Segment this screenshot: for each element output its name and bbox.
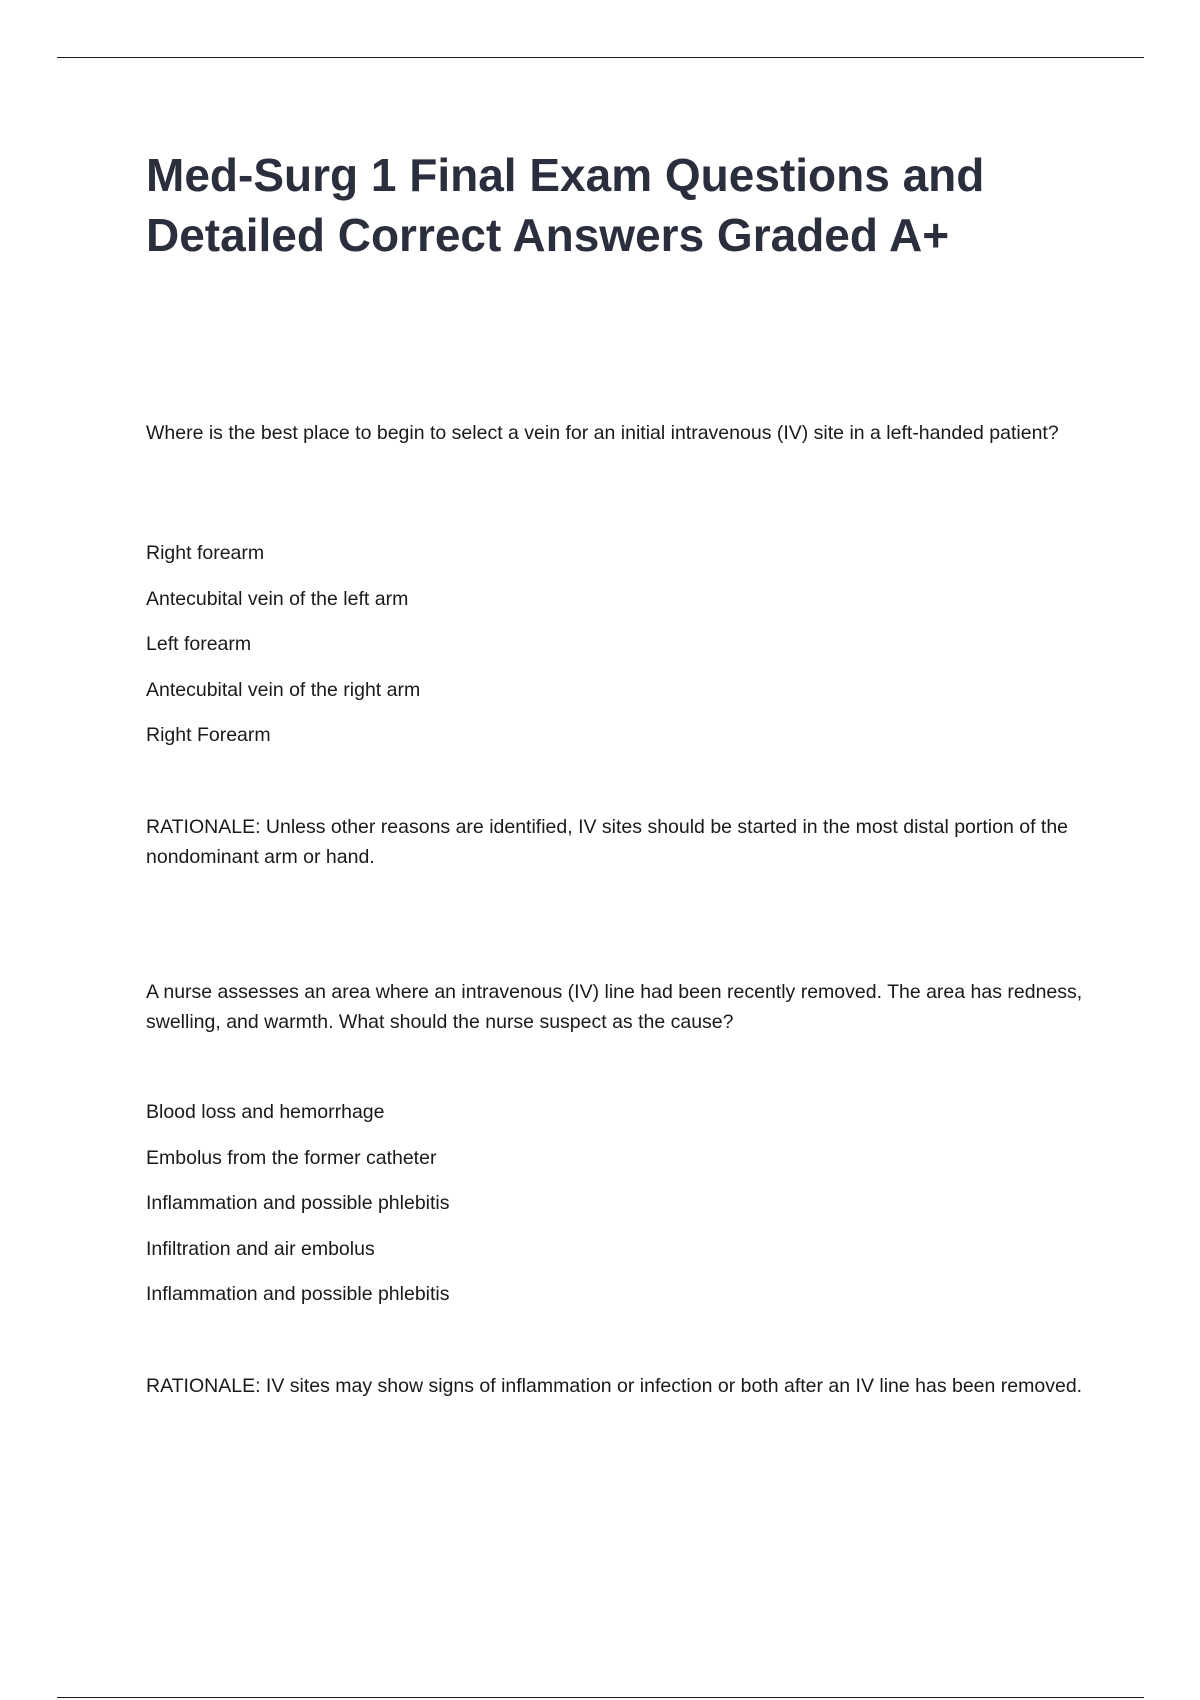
- question-2-option: Embolus from the former catheter: [146, 1146, 437, 1169]
- question-2-options: [146, 1097, 450, 1325]
- question-2-rationale: RATIONALE: IV sites may show signs of inflammation or infection or both after an IV line has been removed.: [146, 1375, 1083, 1397]
- question-1-options: [146, 538, 420, 766]
- question-2-text: A nurse assesses an area where an intravenous (IV) line had been recently removed. The area has redness, swelling, and warmth. What should the nurse suspect as the cause?: [146, 981, 1083, 1033]
- question-1-text: Where is the best place to begin to select a vein for an initial intravenous (IV) site in a left-handed patient?: [146, 422, 1059, 444]
- question-1-option: Right Forearm: [146, 724, 271, 746]
- question-2-option: Inflammation and possible phlebitis: [146, 1192, 450, 1214]
- question-1-option: Right forearm: [146, 542, 265, 564]
- bottom-divider: [57, 1697, 1144, 1698]
- question-2-option: Inflammation and possible phlebitis: [146, 1283, 450, 1305]
- question-1-rationale: RATIONALE: Unless other reasons are identified, IV sites should be started in the most distal portion of the nondominant arm or hand.: [146, 816, 1069, 868]
- question-1-option: Left forearm: [146, 633, 252, 655]
- top-divider: [57, 57, 1144, 58]
- question-1-option: Antecubital vein of the left arm: [146, 587, 409, 610]
- question-1-option: Antecubital vein of the right arm: [146, 678, 421, 701]
- question-2-option: Infiltration and air embolus: [146, 1237, 375, 1260]
- document-title: Med-Surg 1 Final Exam Questions and Detailed Correct Answers Graded A+: [146, 149, 985, 261]
- question-2-option: Blood loss and hemorrhage: [146, 1101, 385, 1123]
